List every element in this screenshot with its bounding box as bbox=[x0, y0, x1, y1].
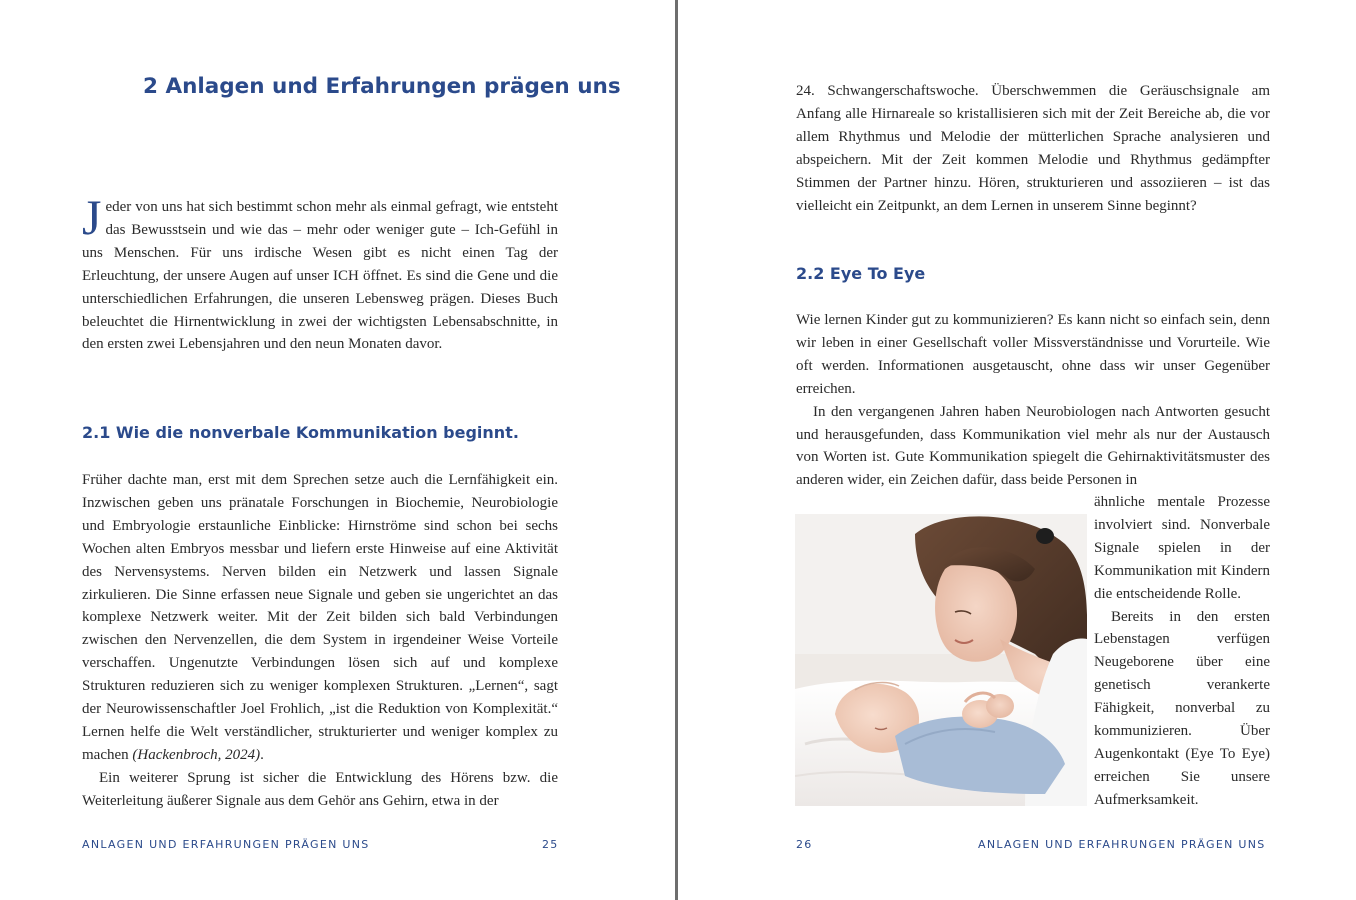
intro-paragraph bbox=[82, 189, 558, 356]
paragraph: Wie lernen Kinder gut zu kommunizieren? Es kann nicht so einfach sein, denn wir leben in einer Gesellschaft voller Missverständnisse und Vorurteile. Wie oft werden. Informationen ausgetauscht, ohne dass wir unser Gegenüber erreichen. bbox=[796, 312, 1270, 397]
section-title-2-1: 2.1 Wie die nonverbale Kommunikation beginnt. bbox=[82, 423, 519, 442]
continued-paragraph: 24. Schwangerschaftswoche. Überschwemmen die Geräuschsignale am Anfang alle Hirnareale so kristallisieren sich mit der Zeit Bereiche ab, die vor allem Rhythmus und Melodie der mütterlichen Sprache analysieren und abspeichern. Mit der Zeit kommen Melodie und Rhythmus gedämpfter Stimmen der Partner hinzu. Hören, strukturieren und assoziieren – ist das vielleicht ein Zeitpunkt, an dem Lernen in unserem Sinne beginnt? bbox=[796, 83, 1270, 214]
running-head-right: ANLAGEN UND ERFAHRUNGEN PRÄGEN UNS bbox=[978, 838, 1266, 851]
page-number-right: 26 bbox=[796, 838, 813, 851]
section-2-2-body bbox=[796, 309, 1270, 492]
page-number-left: 25 bbox=[542, 838, 559, 851]
paragraph: Ein weiterer Sprung ist sicher die Entwicklung des Hörens bzw. die Weiterleitung äußerer Signale aus dem Gehör ans Gehirn, etwa in der bbox=[82, 769, 558, 809]
running-head-left: ANLAGEN UND ERFAHRUNGEN PRÄGEN UNS bbox=[82, 838, 370, 851]
mother-baby-photo bbox=[795, 514, 1087, 806]
float-text-column bbox=[1094, 491, 1270, 812]
left-page bbox=[0, 0, 675, 900]
photo-illustration bbox=[795, 514, 1087, 806]
paragraph: In den vergangenen Jahren haben Neurobiologen nach Antworten gesucht und herausgefunden, dass Kommunikation viel mehr als nur der Austausch von Worten ist. Gute Kommunikation spiegelt die Gehirnaktivitätsmuster des anderen wider, ein Zeichen dafür, dass beide Personen in bbox=[796, 403, 1270, 489]
citation: (Hackenbroch, 2024) bbox=[132, 746, 261, 763]
paragraph: Früher dachte man, erst mit dem Sprechen setze auch die Lernfähigkeit ein. Inzwischen geben uns pränatale Forschungen in Biochemie, Neurobiologie und Embryologie erstaunliche Einblicke: Hirnströme sind schon bei sechs Wochen alten Embryos messbar und liefern erste Hinweise auf eine Aktivität des Nervensystems. Nerven bilden ein Netzwerk und lassen Signale zirkulieren. Die Sinne erfassen neue Signale und geben sie ungerichtet an das komplexe Netzwerk weiter. Mit der Zeit bilden sich bald Verbindungen zwischen den Nervenzellen, die dem System in irgendeiner Weise Vorteile verschaffen. Ungenutzte Verbindungen lösen sich auf und komplexe Strukturen reduzieren sich zu weniger komplexen Strukturen. „Lernen“, sagt der Neurowissenschaftler Joel Frohlich, „ist die Reduktion von Komplexität.“ Lernen helfe die Welt verständlicher, strukturierter und weniger komplex zu machen (Hackenbroch, 2024). bbox=[82, 472, 558, 763]
paragraph: ähnliche mentale Prozesse involviert sind. Nonverbale Signale spielen in der Kommunikation mit Kindern die entscheidende Rolle. bbox=[1094, 494, 1270, 602]
intro-text: eder von uns hat sich bestimmt schon mehr als einmal gefragt, wie entsteht das Bewusstsein und wie das – mehr oder weniger gute – Ich-Gefühl in uns Menschen. Für uns irdische Wesen gibt es nicht einen Tag der Erleuchtung, der unsere Augen auf unser ICH öffnet. Es sind die Gene und die unterschiedlichen Erfahrungen, die unseren Lebensweg prägen. Dieses Buch beleuchtet die Hirnentwicklung in zwei der wichtigsten Lebensabschnitte, in den ersten zwei Lebensjahren und den neun Monaten davor. bbox=[82, 199, 558, 353]
section-2-1-body bbox=[82, 469, 558, 813]
paragraph: Bereits in den ersten Lebenstagen verfügen Neugeborene über eine genetisch verankerte Fähigkeit, nonverbal zu kommunizieren. Über Augenkontakt (Eye To Eye) erreichen Sie unsere Aufmerksamkeit. bbox=[1094, 608, 1270, 808]
dropcap: J bbox=[82, 189, 102, 245]
chapter-title: 2 Anlagen und Erfahrungen prägen uns bbox=[143, 74, 621, 99]
book-spine bbox=[675, 0, 678, 900]
section-title-2-2: 2.2 Eye To Eye bbox=[796, 264, 926, 283]
